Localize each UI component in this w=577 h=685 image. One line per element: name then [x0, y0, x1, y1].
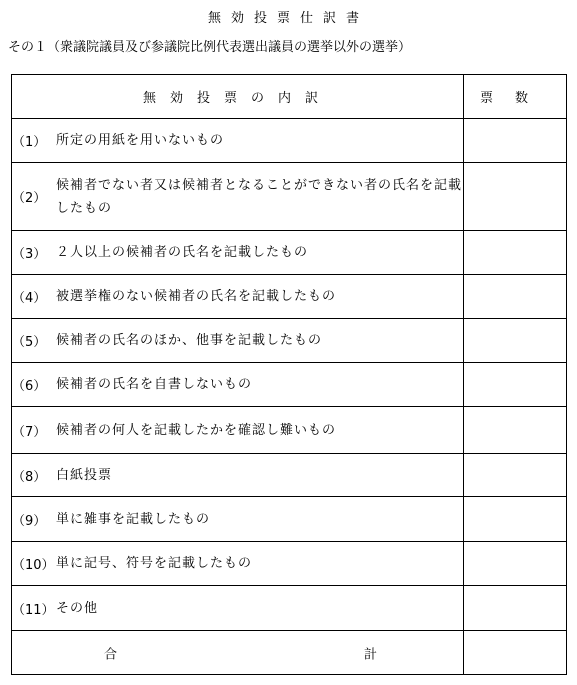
count-cell[interactable] — [464, 231, 567, 275]
item-number: （4） — [12, 291, 47, 306]
item-cell — [12, 163, 464, 231]
count-cell[interactable] — [464, 163, 567, 231]
item-number: （2） — [12, 191, 47, 206]
total-label-cell — [12, 631, 464, 675]
total-row — [12, 631, 567, 675]
item-text: 候補者でない者又は候補者となることができない者の氏名を記載したもの — [56, 177, 463, 216]
item-cell — [12, 363, 464, 407]
table-row — [12, 275, 567, 319]
table-row — [12, 319, 567, 363]
item-cell — [12, 319, 464, 363]
header-count: 票数 — [464, 75, 567, 119]
header-item: 無効投票の内訳 — [12, 75, 464, 119]
table-row — [12, 119, 567, 163]
table-row — [12, 163, 567, 231]
table-row — [12, 454, 567, 497]
count-cell[interactable] — [464, 407, 567, 454]
item-text: ２人以上の候補者の氏名を記載したもの — [56, 245, 309, 260]
item-number: （11） — [12, 602, 55, 618]
item-number: （5） — [12, 335, 47, 350]
count-cell[interactable] — [464, 586, 567, 631]
item-text: 候補者の氏名のほか、他事を記載したもの — [56, 333, 323, 348]
table-row — [12, 407, 567, 454]
item-number: （10） — [12, 558, 55, 573]
table-row — [12, 586, 567, 631]
total-count-cell[interactable] — [464, 631, 567, 675]
item-text: 候補者の何人を記載したかを確認し難いもの — [56, 422, 337, 438]
item-number: （7） — [12, 424, 47, 440]
invalid-votes-table — [11, 74, 567, 675]
item-cell — [12, 407, 464, 454]
item-cell — [12, 119, 464, 163]
item-cell — [12, 231, 464, 275]
total-label-left: 合 — [104, 647, 118, 662]
table-row — [12, 542, 567, 586]
item-number: （6） — [12, 379, 47, 394]
item-cell — [12, 454, 464, 497]
document-title: 無効投票仕訳書 — [207, 11, 369, 26]
count-cell[interactable] — [464, 363, 567, 407]
item-text: その他 — [56, 600, 99, 616]
item-cell — [12, 542, 464, 586]
count-cell[interactable] — [464, 319, 567, 363]
document-subtitle: その１（衆議院議員及び参議院比例代表選出議員の選挙以外の選挙） — [8, 40, 412, 55]
item-text: 候補者の氏名を自書しないもの — [56, 377, 253, 392]
table-row — [12, 231, 567, 275]
table-row — [12, 497, 567, 542]
count-cell[interactable] — [464, 119, 567, 163]
count-cell[interactable] — [464, 275, 567, 319]
item-cell — [12, 275, 464, 319]
item-text: 白紙投票 — [56, 467, 113, 483]
count-cell[interactable] — [464, 497, 567, 542]
table-row — [12, 363, 567, 407]
item-cell — [12, 497, 464, 542]
item-number: （9） — [12, 513, 47, 529]
item-cell — [12, 586, 464, 631]
count-cell[interactable] — [464, 542, 567, 586]
item-text: 単に雑事を記載したもの — [56, 511, 211, 527]
item-text: 被選挙権のない候補者の氏名を記載したもの — [56, 289, 337, 304]
total-label-right: 計 — [364, 647, 378, 662]
item-number: （1） — [12, 135, 47, 150]
table-header-row — [12, 75, 567, 119]
item-text: 所定の用紙を用いないもの — [56, 133, 225, 148]
count-cell[interactable] — [464, 454, 567, 497]
item-number: （3） — [12, 247, 47, 262]
item-text: 単に記号、符号を記載したもの — [56, 556, 253, 571]
item-number: （8） — [12, 469, 47, 485]
